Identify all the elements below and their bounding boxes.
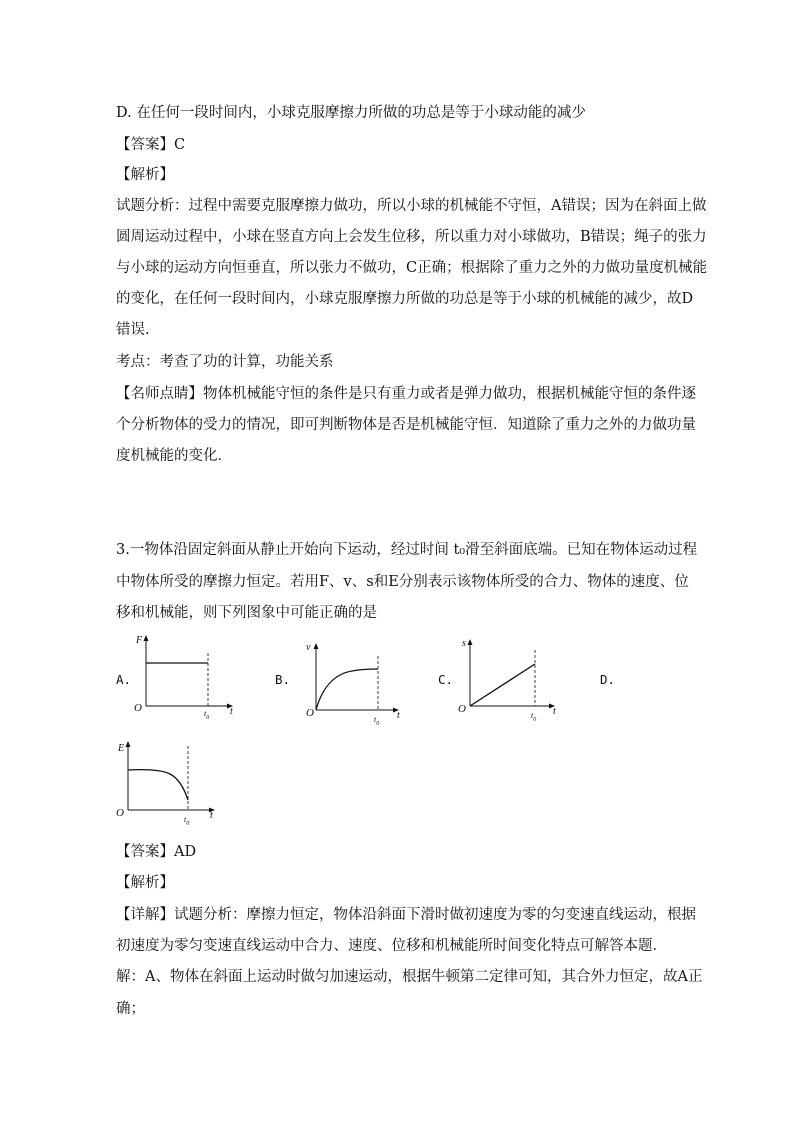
y-axis-label: v <box>306 642 311 653</box>
q3-detail-line: 解：A、物体在斜面上运动时做匀加速运动，根据牛顿第二定律可知，其合外力恒定，故A正 <box>116 969 703 985</box>
kaodian-line: 考点：考查了功的计算，功能关系 <box>116 354 334 370</box>
t0-label: $t_0$ <box>374 715 380 727</box>
analysis-line: 的变化，在任何一段时间内，小球克服摩擦力所做的功总是等于小球的机械能的减少，故D <box>116 291 694 307</box>
y-axis-label: s <box>462 638 466 649</box>
answer-label: 【答案】C <box>116 137 186 153</box>
q3-stem-line: 3.一物体沿固定斜面从静止开始向下运动，经过时间 t₀滑至斜面底端。已知在物体运动过程 <box>116 542 698 558</box>
option-c-letter: C. <box>438 672 454 687</box>
displacement-curve <box>470 664 535 706</box>
t0-label: $t_0$ <box>204 709 210 721</box>
q3-answer-label: 【答案】AD <box>116 844 197 860</box>
t-axis-label: t <box>210 810 213 821</box>
origin-label: O <box>134 702 142 714</box>
t-axis-label: t <box>397 710 400 721</box>
t-axis-label: t <box>553 706 556 717</box>
velocity-curve <box>316 669 378 710</box>
analysis-line: 试题分析：过程中需要克服摩擦力做功，所以小球的机械能不守恒，A错误；因为在斜面上做 <box>116 198 707 214</box>
q3-detail-line: 初速度为零匀变速直线运动中合力、速度、位移和机械能所时间变化特点可解答本题． <box>116 938 667 954</box>
y-arrow <box>468 639 473 645</box>
y-axis-label: F <box>136 635 143 646</box>
analysis-line: 与小球的运动方向恒垂直，所以张力不做功，C正确；根据除了重力之外的力做功量度机械能 <box>116 260 708 276</box>
option-a-letter: A. <box>116 672 132 687</box>
tip-line: 度机械能的变化． <box>116 448 232 464</box>
analysis-heading: 【解析】 <box>116 167 174 183</box>
tip-line: 【名师点睛】物体机械能守恒的条件是只有重力或者是弹力做功，根据机械能守恒的条件逐 <box>116 386 696 402</box>
analysis-line: 圆周运动过程中，小球在竖直方向上会发生位移，所以重力对小球做功，B错误；绳子的张力 <box>116 229 707 245</box>
graph-d-energy-vs-time <box>112 736 232 826</box>
analysis-line: 错误. <box>116 322 150 338</box>
q3-detail-line: 确； <box>116 1001 145 1017</box>
option-d-text: D. 在任何一段时间内，小球克服摩擦力所做的功总是等于小球动能的减少 <box>116 105 586 121</box>
y-arrow <box>126 741 131 747</box>
y-axis-label: E <box>118 743 125 754</box>
q3-stem-line: 移和机械能，则下列图象中可能正确的是 <box>116 605 377 621</box>
t-axis-label: t <box>230 706 233 717</box>
option-b-letter: B. <box>275 672 291 687</box>
origin-label: O <box>116 807 124 819</box>
graph-c-displacement-vs-time <box>454 636 564 722</box>
origin-label: O <box>306 707 314 719</box>
option-d-letter: D. <box>600 672 616 687</box>
t0-label: $t_0$ <box>184 815 190 827</box>
t0-label: $t_0$ <box>531 711 537 723</box>
graph-b-velocity-vs-time <box>300 642 410 728</box>
energy-curve <box>128 770 188 800</box>
q3-analysis-heading: 【解析】 <box>116 875 174 891</box>
origin-label: O <box>458 703 466 715</box>
y-arrow <box>314 643 319 649</box>
graph-a-force-vs-time <box>130 632 240 721</box>
y-arrow <box>144 635 149 641</box>
tip-line: 个分析物体的受力的情况，即可判断物体是否是机械能守恒．知道除了重力之外的力做功量 <box>116 417 696 433</box>
q3-stem-line: 中物体所受的摩擦力恒定。若用F、v、s和E分别表示该物体所受的合力、物体的速度、位 <box>116 574 689 590</box>
q3-detail-line: 【详解】试题分析：摩擦力恒定，物体沿斜面下滑时做初速度为零的匀变速直线运动，根据 <box>116 907 696 923</box>
